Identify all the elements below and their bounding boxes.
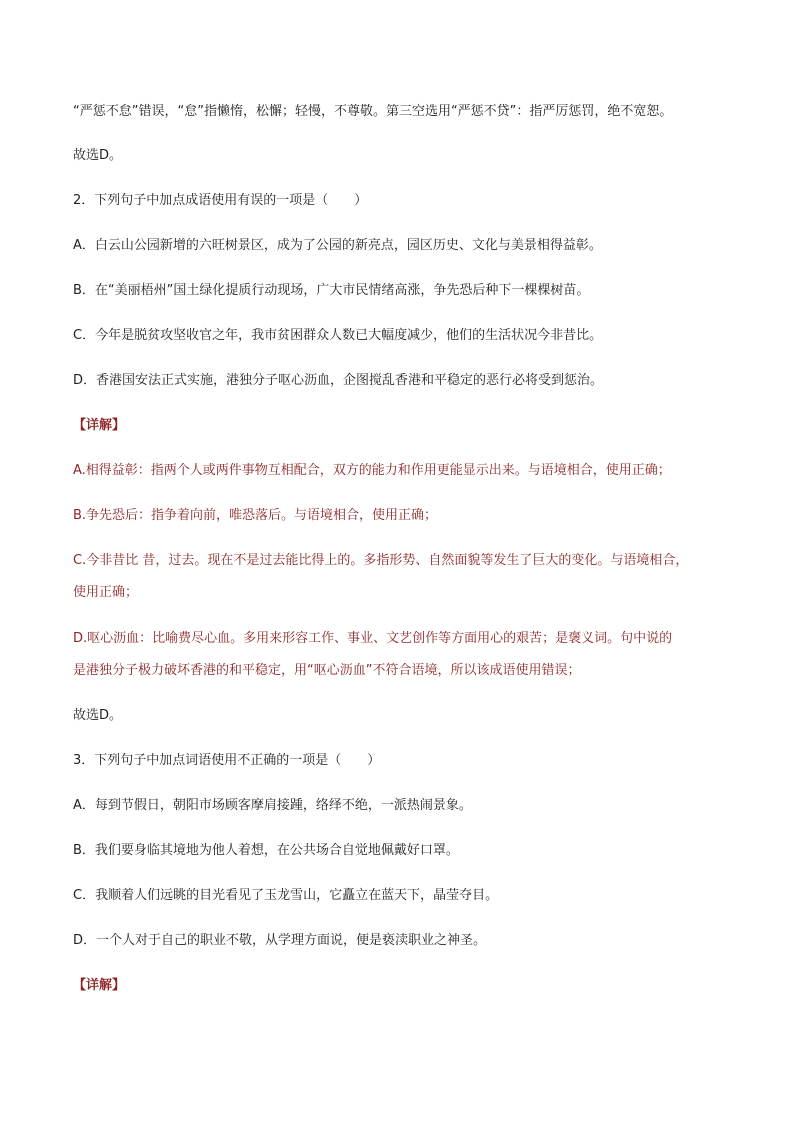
- question-2-option-b: B．在“美丽梧州”国土绿化提质行动现场，广大市民情绪高涨，争先恐后种下一棵棵树苗。: [73, 283, 590, 298]
- explanation-line-prev: “严惩不怠”错误，“怠”指懒惰，松懈；轻慢，不尊敬。第三空选用“严惩不贷”：指严厉惩罚，绝不宽恕。: [73, 104, 673, 119]
- detail-q2-d-line2: 是港独分子极力破坏香港的和平稳定，用“呕心沥血”不符合语境，所以该成语使用错误；: [73, 663, 581, 678]
- detail-q2-d-line1: D.呕心沥血：比喻费尽心血。多用来形容工作、事业、文艺创作等方面用心的艰苦；是褒义词。句中说的: [73, 631, 673, 646]
- detail-q2-c-line2: 使用正确；: [73, 585, 139, 600]
- question-3-option-a: A．每到节假日，朝阳市场顾客摩肩接踵，络绎不绝，一派热闹景象。: [73, 798, 472, 813]
- question-2-stem: 2．下列句子中加点成语使用有误的一项是（ ）: [73, 193, 368, 208]
- question-3-stem: 3．下列句子中加点词语使用不正确的一项是（ ）: [73, 753, 381, 768]
- detail-heading-q3: 【详解】: [73, 978, 126, 993]
- detail-q2-c-line1: C.今非昔比 昔，过去。现在不是过去能比得上的。多指形势、自然面貌等发生了巨大的变化。与语境相合，: [73, 553, 689, 568]
- question-3-option-b: B．我们要身临其境地为他人着想，在公共场合自觉地佩戴好口罩。: [73, 843, 459, 858]
- question-3-option-c: C．我顺着人们远眺的目光看见了玉龙雪山，它矗立在蓝天下，晶莹夺目。: [73, 888, 499, 903]
- detail-q2-a: A.相得益彰：指两个人或两件事物互相配合，双方的能力和作用更能显示出来。与语境相合，使用正确；: [73, 463, 671, 478]
- answer-line-q1: 故选D。: [73, 148, 123, 163]
- detail-q2-b: B.争先恐后：指争着向前，唯恐落后。与语境相合，使用正确；: [73, 508, 438, 523]
- detail-heading-q2: 【详解】: [73, 418, 126, 433]
- question-2-option-c: C．今年是脱贫攻坚收官之年，我市贫困群众人数已大幅度减少，他们的生活状况今非昔比。: [73, 328, 603, 343]
- question-3-option-d: D．一个人对于自己的职业不敬，从学理方面说，便是亵渎职业之神圣。: [73, 933, 487, 948]
- answer-line-q2: 故选D。: [73, 708, 123, 723]
- question-2-option-d: D．香港国安法正式实施，港独分子呕心沥血，企图搅乱香港和平稳定的恶行必将受到惩治。: [73, 373, 604, 388]
- question-2-option-a: A．白云山公园新增的六旺树景区，成为了公园的新亮点，园区历史、文化与美景相得益彰。: [73, 238, 602, 253]
